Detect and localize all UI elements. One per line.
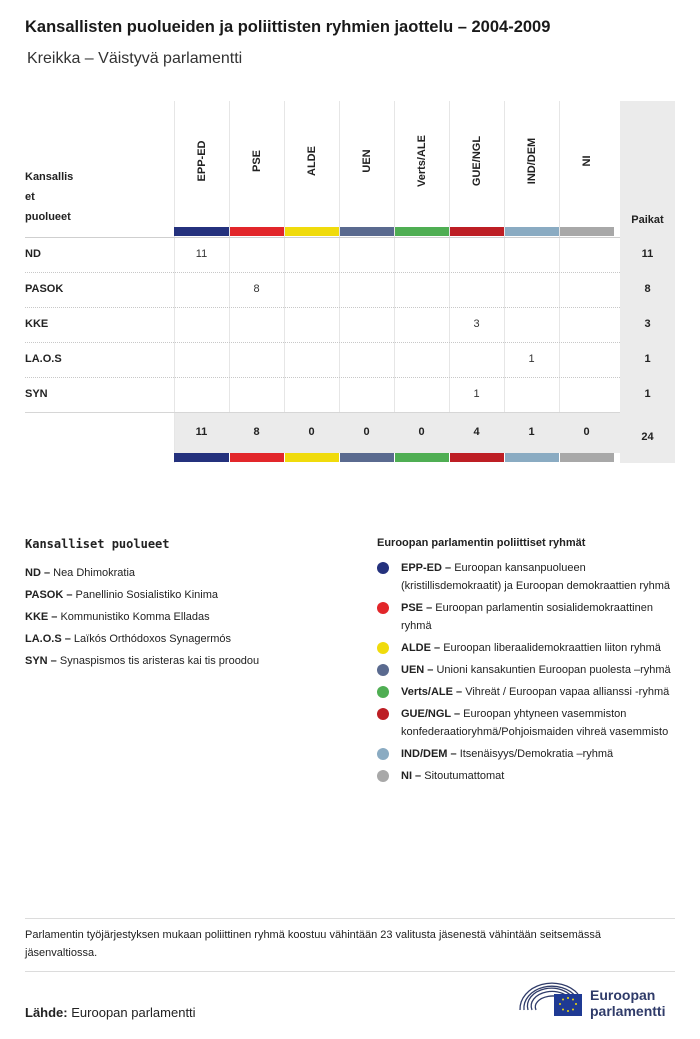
political-groups-legend — [377, 537, 677, 789]
group-color-bar-top — [174, 227, 229, 236]
national-legend-item: LA.O.S – Laïkós Orthódoxos Synagermós — [25, 633, 232, 645]
group-color-bar-top — [285, 227, 339, 236]
group-header-ni: NI — [580, 155, 593, 167]
group-color-bar-top — [560, 227, 614, 236]
parliament-hemicycle-icon — [518, 980, 586, 1020]
page-subtitle: Kreikka – Väistyvä parlamentti — [27, 50, 243, 67]
group-legend-item: UEN – Unioni kansakuntien Euroopan puolesta –ryhmä — [377, 661, 677, 679]
group-header-ind-dem: IND/DEM — [525, 137, 538, 185]
group-color-bar-bottom — [340, 453, 394, 462]
group-color-bar-bottom — [285, 453, 339, 462]
seat-cell: 1 — [473, 388, 480, 400]
group-color-bar-bottom — [230, 453, 284, 462]
group-total: 0 — [308, 426, 315, 438]
divider — [25, 918, 675, 919]
national-legend-heading: Kansalliset puolueet — [25, 537, 170, 551]
seat-cell: 8 — [253, 283, 260, 295]
party-column-header: Kansallis et puolueet — [25, 171, 74, 223]
group-total: 4 — [473, 426, 480, 438]
grand-total: 24 — [641, 431, 654, 443]
group-color-bar-bottom — [395, 453, 449, 462]
group-legend-heading: Euroopan parlamentin poliittiset ryhmät — [377, 537, 586, 549]
group-legend-item: IND/DEM – Itsenäisyys/Demokratia –ryhmä — [377, 745, 677, 763]
party-name: KKE — [25, 318, 49, 330]
national-legend-item: PASOK – Panellinio Sosialistiko Kinima — [25, 589, 219, 601]
group-header-gue-ngl: GUE/NGL — [470, 135, 483, 187]
group-header-alde: ALDE — [305, 146, 318, 176]
legend-dot-icon — [377, 748, 389, 760]
seats-header: Paikat — [631, 214, 664, 226]
legend-dot-icon — [377, 642, 389, 654]
group-color-bar-top — [395, 227, 449, 236]
group-legend-item: Verts/ALE – Vihreät / Euroopan vapaa allianssi -ryhmä — [377, 683, 677, 701]
group-legend-item: ALDE – Euroopan liberaalidemokraattien liiton ryhmä — [377, 639, 677, 657]
national-parties-legend — [25, 537, 345, 672]
group-legend-item: PSE – Euroopan parlamentin sosialidemokraattinen ryhmä — [377, 599, 677, 635]
legend-dot-icon — [377, 708, 389, 720]
national-legend-item: ND – Nea Dhimokratia — [25, 567, 136, 579]
group-total: 11 — [195, 426, 208, 438]
group-color-bar-bottom — [174, 453, 229, 462]
row-total: 11 — [641, 248, 654, 260]
group-color-bar-top — [505, 227, 559, 236]
legend-dot-icon — [377, 770, 389, 782]
row-total: 8 — [644, 283, 651, 295]
party-name: PASOK — [25, 283, 64, 295]
national-legend-item: SYN – Synaspismos tis aristeras kai tis proodou — [25, 655, 260, 667]
national-legend-item: KKE – Kommunistiko Komma Elladas — [25, 611, 210, 623]
european-parliament-logo: Euroopan parlamentti — [518, 980, 678, 1020]
group-color-bar-bottom — [505, 453, 559, 462]
group-color-bar-top — [340, 227, 394, 236]
party-name: SYN — [25, 388, 48, 400]
party-name: LA.O.S — [25, 353, 62, 365]
seats-column — [620, 101, 675, 463]
group-total: 0 — [418, 426, 425, 438]
legend-dot-icon — [377, 664, 389, 676]
row-total: 1 — [644, 388, 651, 400]
group-total: 0 — [363, 426, 370, 438]
divider — [25, 971, 675, 972]
row-total: 3 — [644, 318, 651, 330]
group-legend-item: EPP-ED – Euroopan kansanpuolueen (kristillisdemokraatit) ja Euroopan demokraattien ryhmä — [377, 559, 677, 595]
group-color-bar-bottom — [450, 453, 504, 462]
seat-cell: 3 — [473, 318, 480, 330]
seat-cell: 1 — [528, 353, 535, 365]
group-legend-item: NI – Sitoutumattomat — [377, 767, 677, 785]
group-color-bar-top — [450, 227, 504, 236]
group-total: 1 — [528, 426, 535, 438]
group-legend-item: GUE/NGL – Euroopan yhtyneen vasemmiston konfederaatioryhmä/Pohjoismaiden vihreä vasemmisto — [377, 705, 677, 741]
group-header-verts-ale: Verts/ALE — [415, 135, 428, 187]
row-total: 1 — [644, 353, 651, 365]
page-title: Kansallisten puolueiden ja poliittisten ryhmien jaottelu – 2004-2009 — [25, 18, 551, 36]
group-color-bar-bottom — [560, 453, 614, 462]
legend-dot-icon — [377, 602, 389, 614]
legend-dot-icon — [377, 686, 389, 698]
source-line: Lähde: Euroopan parlamentti — [25, 1005, 196, 1020]
group-header-pse: PSE — [250, 149, 263, 173]
legend-dot-icon — [377, 562, 389, 574]
group-header-epp-ed: EPP-ED — [195, 140, 208, 182]
party-name: ND — [25, 248, 41, 260]
group-header-uen: UEN — [360, 149, 373, 173]
seat-cell: 11 — [195, 248, 208, 260]
group-total: 0 — [583, 426, 590, 438]
seat-distribution-table — [25, 101, 675, 463]
footnote: Parlamentin työjärjestyksen mukaan poliittinen ryhmä koostuu vähintään 23 valitusta jäsenestä vähintään seitsemässä jäsenvaltiossa. — [25, 929, 601, 959]
group-color-bar-top — [230, 227, 284, 236]
group-total: 8 — [253, 426, 260, 438]
